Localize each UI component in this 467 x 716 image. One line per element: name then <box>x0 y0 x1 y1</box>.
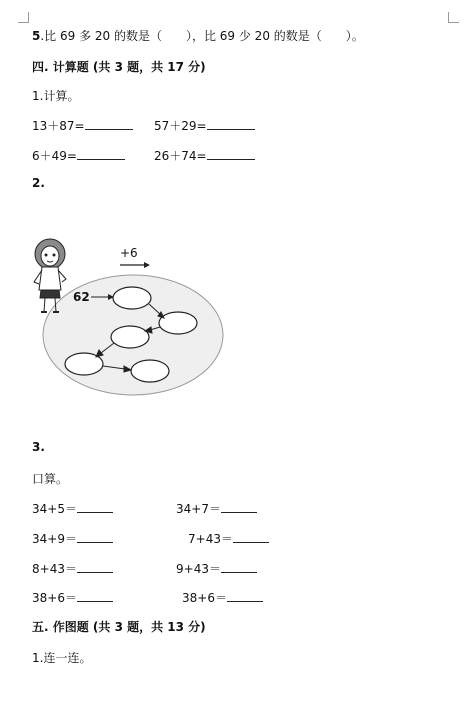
answer-blank[interactable] <box>233 531 269 543</box>
answer-blank[interactable] <box>207 118 255 130</box>
calc-item-1 <box>32 117 133 134</box>
answer-blank[interactable] <box>77 561 113 573</box>
oral-item-8-expr: 38+6＝ <box>182 591 227 605</box>
s4-q3-label: 3. <box>32 440 45 454</box>
section-4-title: 四. 计算题 (共 3 题，共 17 分) <box>32 60 206 74</box>
answer-blank[interactable] <box>77 148 125 160</box>
oral-item-7 <box>32 589 113 606</box>
page-corner-mark-left <box>18 12 29 23</box>
calc-item-1-expr: 13＋87= <box>32 119 85 133</box>
oral-item-2-expr: 34+7＝ <box>176 502 221 516</box>
calc-item-2 <box>154 117 255 134</box>
answer-blank[interactable] <box>77 531 113 543</box>
calc-item-4-expr: 26＋74= <box>154 149 207 163</box>
oral-item-4 <box>188 530 269 547</box>
answer-blank[interactable] <box>227 590 263 602</box>
oral-item-3-expr: 34+9＝ <box>32 532 77 546</box>
answer-blank[interactable] <box>221 561 257 573</box>
oral-item-6 <box>176 560 257 577</box>
oral-item-7-expr: 38+6＝ <box>32 591 77 605</box>
oral-item-8 <box>182 589 263 606</box>
calc-item-2-expr: 57＋29= <box>154 119 207 133</box>
oral-item-5 <box>32 560 113 577</box>
s5-q1-label: 1.连一连。 <box>32 651 92 665</box>
answer-circle-5[interactable] <box>131 360 169 382</box>
oral-item-4-expr: 7+43＝ <box>188 532 233 546</box>
answer-blank[interactable] <box>221 501 257 513</box>
question-5-number: 5 <box>32 29 41 43</box>
oral-item-5-expr: 8+43＝ <box>32 562 77 576</box>
answer-blank[interactable] <box>85 118 133 130</box>
calc-item-4 <box>154 147 255 164</box>
question-5-text: .比 69 多 20 的数是（ ），比 69 少 20 的数是（ ）。 <box>40 29 364 43</box>
page-corner-mark-right <box>448 12 459 23</box>
section-5-title: 五. 作图题 (共 3 题，共 13 分) <box>32 620 206 634</box>
answer-circle-1[interactable] <box>113 287 151 309</box>
oral-item-1 <box>32 500 113 517</box>
s4-q3-subtitle: 口算。 <box>32 472 69 486</box>
chain-calculation-figure <box>30 232 230 402</box>
oral-item-6-expr: 9+43＝ <box>176 562 221 576</box>
oral-item-2 <box>176 500 257 517</box>
answer-blank[interactable] <box>207 148 255 160</box>
answer-blank[interactable] <box>77 590 113 602</box>
answer-blank[interactable] <box>77 501 113 513</box>
calc-item-3-expr: 6＋49= <box>32 149 77 163</box>
s4-q2-label: 2. <box>32 176 45 190</box>
s4-q1-label: 1.计算。 <box>32 89 80 103</box>
step-label: +6 <box>120 246 138 260</box>
start-value: 62 <box>73 290 90 304</box>
oral-item-1-expr: 34+5＝ <box>32 502 77 516</box>
calc-item-3 <box>32 147 125 164</box>
answer-circle-2[interactable] <box>159 312 197 334</box>
answer-circle-3[interactable] <box>111 326 149 348</box>
oral-item-3 <box>32 530 113 547</box>
question-5 <box>32 27 364 44</box>
